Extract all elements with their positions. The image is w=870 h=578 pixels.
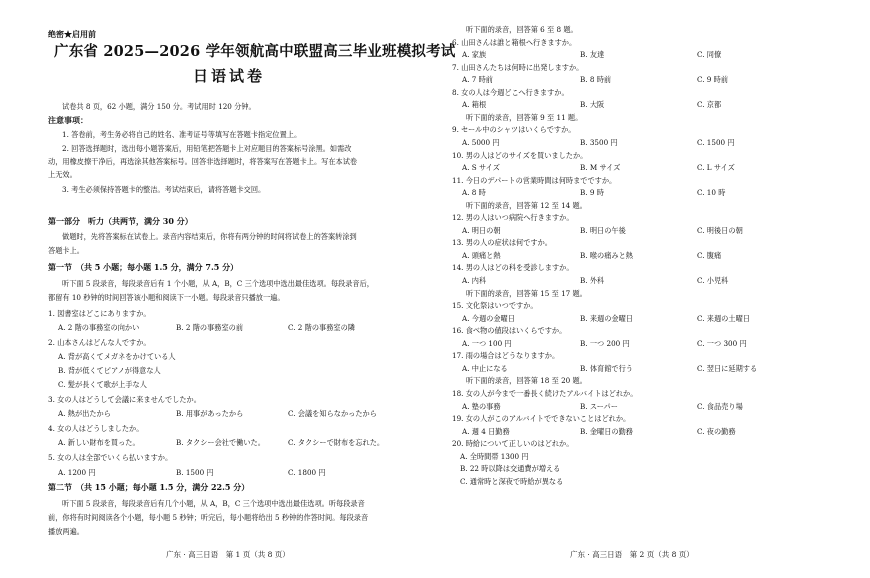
option-b: B. 大阪 [580,100,605,110]
option-c: C. 来週の土曜日 [697,313,750,323]
section1-desc: 都留有 10 秒钟的时间回答该小题和阅读下一小题。每段录音只播放一遍。 [48,293,285,302]
option-a: A. 週 4 日勤務 [462,426,510,436]
option-c: C. 夜の勤務 [697,426,736,436]
option-b: B. M サイズ [580,163,621,173]
option-a: A. 2 階の事務室の向かい [58,323,140,332]
question-stem: 5. 女の人は全部でいくら払いますか。 [48,453,173,462]
option-a: A. 今週の金曜日 [462,313,515,323]
option-a: A. 箱根 [462,100,487,110]
listening-instruction: 听下面的录音，回答第 12 至 14 题。 [466,200,587,210]
option-a: A. 8 時 [462,188,486,198]
section1-desc: 听下面 5 段录音，每段录音后有 1 个小题，从 A，B，C 三个选项中选出最佳选项。每段录音后， [62,279,374,288]
question-stem: 10. 男の人はどのサイズを買いましたか。 [452,150,588,160]
question-stem: 18. 女の人が今まで一番長く続けたアルバイトはどれか。 [452,388,638,398]
option-c: C. 一つ 300 円 [697,338,747,348]
section2-desc: 前，你将有时间阅读各个小题，每小题 5 秒钟；听完后，每小题将给出 5 秒钟的作答时间。每段录音 [48,513,369,522]
section1-heading: 第一节 （共 5 小题；每小题 1.5 分，满分 7.5 分） [48,262,239,272]
exam-subtitle: 日语试卷 [193,67,266,85]
page-footer: 广东 · 高三日语 第 2 页（共 8 页） [570,550,694,559]
part1-heading: 第一部分 听力（共两节，满分 30 分） [48,216,193,226]
option-b: B. 1500 円 [176,468,214,477]
option-c: C. 髪が長くて歌が上手な人 [58,380,147,389]
option-b: B. 金曜日の勤務 [580,426,633,436]
question-stem: 16. 食べ物の値段はいくらですか。 [452,326,567,336]
option-b: B. 3500 円 [580,137,618,147]
option-a: A. 中止になる [462,363,508,373]
option-a: A. S サイズ [462,163,500,173]
option-a: A. 背が高くてメガネをかけている人 [58,352,176,361]
option-c: C. 会議を知らなかったから [288,409,377,418]
exam-title: 广东省 2025—2026 学年领航高中联盟高三毕业班模拟考试 [54,43,456,60]
listening-instruction: 听下面的录音，回答第 6 至 8 题。 [466,25,578,34]
question-stem: 2. 山本さんはどんな人ですか。 [48,338,151,347]
option-c: C. 同僚 [697,50,722,60]
question-stem: 4. 女の人はどうしましたか。 [48,424,144,433]
question-stem: 14. 男の人はどの科を受診しますか。 [452,263,574,273]
option-a: A. 塾の事務 [462,401,501,411]
note-line: 3. 考生必须保持答题卡的整洁。考试结束后，请将答题卡交回。 [62,185,266,194]
option-c: C. 食品売り場 [697,401,743,411]
question-stem: 9. セール中のシャツはいくらですか。 [452,125,576,135]
question-stem: 7. 山田さんたちは何時に出発しますか。 [452,62,584,72]
listening-instruction: 听下面的录音，回答第 18 至 20 题。 [466,376,587,386]
question-stem: 17. 雨の場合はどうなりますか。 [452,351,560,361]
listening-instruction: 听下面的录音，回答第 15 至 17 题。 [466,288,587,298]
question-stem: 15. 文化祭はいつですか。 [452,301,538,311]
question-stem: 8. 女の人は今週どこへ行きますか。 [452,87,569,97]
option-a: A. 頭痛と熱 [462,250,501,260]
question-stem: 12. 男の人はいつ病院へ行きますか。 [452,213,574,223]
section2-heading: 第二节 （共 15 小题；每小题 1.5 分，满分 22.5 分） [48,482,250,492]
notes-heading: 注意事项： [48,115,88,125]
option-c: C. L サイズ [697,163,735,173]
option-b: B. 喉の痛みと熱 [580,250,633,260]
note-line: 动，用橡皮擦干净后，再选涂其他答案标号。回答非选择题时，将答案写在答题卡上。写在本试卷 [48,157,358,166]
option-line: A. 全時間帯 1300 円 [460,451,529,461]
section2-desc: 播放两遍。 [48,527,84,536]
option-b: B. スーパー [580,401,618,411]
question-stem: 11. 今日のデパートの営業時間は何時までですか。 [452,175,617,185]
option-c: C. 腹痛 [697,250,722,260]
option-a: A. 7 時前 [462,75,493,85]
option-b: B. 来週の金曜日 [580,313,633,323]
question-stem: 20. 時給について正しいのはどれか。 [452,439,574,449]
option-c: C. 1800 円 [288,468,326,477]
option-a: A. 5000 円 [462,137,500,147]
question-stem: 19. 女の人がこのアルバイトでできないことはどれか。 [452,414,631,424]
option-c: C. 2 階の事務室の隣 [288,323,355,332]
question-stem: 6. 山田さんは誰と箱根へ行きますか。 [452,37,577,47]
option-a: A. 一つ 100 円 [462,338,512,348]
option-c: C. 京都 [697,100,722,110]
note-line: 2. 回答选择题时，选出每小题答案后，用铅笔把答题卡上对应题目的答案标号涂黑。如需改 [62,144,352,153]
option-a: A. 内科 [462,276,487,285]
option-c: C. 1500 円 [697,137,735,147]
option-a: A. 家族 [462,50,487,60]
option-c: C. 10 時 [697,188,726,198]
option-a: A. 1200 円 [58,468,96,477]
question-stem: 13. 男の人の症状は何ですか。 [452,238,552,248]
option-a: A. 熱が出たから [58,409,111,418]
secret-label: 绝密★启用前 [48,29,96,39]
option-b: B. 8 時前 [580,75,612,85]
option-b: B. 体育館で行う [580,363,633,373]
option-b: B. 9 時 [580,188,604,198]
exam-info: 试卷共 8 页，62 小题，满分 150 分。考试用时 120 分钟。 [62,102,256,111]
question-stem: 3. 女の人はどうして会議に来ませんでしたか。 [48,395,201,404]
option-c: C. 翌日に延期する [697,363,758,373]
part1-desc: 做题时，先将答案标在试卷上。录音内容结束后，你将有两分钟的时间将试卷上的答案转涂到 [62,232,357,241]
option-a: A. 明日の朝 [462,225,501,235]
section2-desc: 听下面 5 段录音，每段录音后有几个小题，从 A，B，C 三个选项中选出最佳选项。听每段录音 [62,499,365,508]
option-line: B. 22 時以降は交通費が増える [460,464,561,474]
option-c: C. 小児科 [697,276,729,285]
option-b: B. タクシー会社で働いた。 [176,438,265,447]
option-b: B. 用事があったから [176,409,244,418]
question-stem: 1. 図書室はどこにありますか。 [48,309,151,318]
option-a: A. 新しい財布を買った。 [58,438,140,447]
option-b: B. 友達 [580,50,605,60]
option-c: C. 9 時前 [697,75,729,85]
option-b: B. 外科 [580,276,605,285]
part1-desc: 答题卡上。 [48,246,84,255]
option-b: B. 背が低くてピアノが得意な人 [58,366,161,375]
option-b: B. 2 階の事務室の前 [176,323,244,332]
page-footer: 广东 · 高三日语 第 1 页（共 8 页） [166,550,290,559]
listening-instruction: 听下面的录音，回答第 9 至 11 题。 [466,112,583,122]
note-line: 上无效。 [48,170,77,179]
option-line: C. 通常時と深夜で時給が異なる [460,476,564,486]
note-line: 1. 答卷前，考生务必将自己的姓名、准考证号等填写在答题卡指定位置上。 [62,130,302,139]
option-c: C. 明後日の朝 [697,225,743,235]
option-c: C. タクシーで財布を忘れた。 [288,438,385,447]
option-b: B. 明日の午後 [580,225,626,235]
option-b: B. 一つ 200 円 [580,338,630,348]
